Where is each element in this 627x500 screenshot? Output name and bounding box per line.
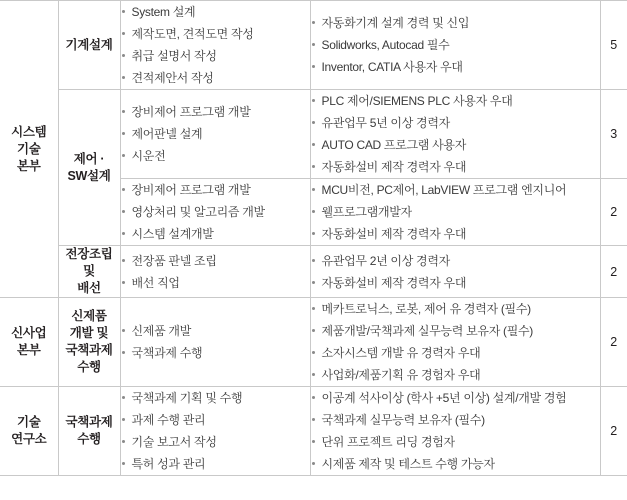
task-cell xyxy=(120,1,310,90)
department-line: 본부 xyxy=(16,343,41,357)
task-cell xyxy=(120,246,310,298)
team-cell xyxy=(58,387,120,476)
list-item: 장비제어 프로그램 개발 xyxy=(121,101,310,123)
department-cell xyxy=(0,298,58,387)
task-list xyxy=(121,320,310,364)
qualification-list xyxy=(311,250,600,294)
team-line: 신제품 xyxy=(71,309,107,323)
list-item: 유관업무 2년 이상 경력자 xyxy=(311,250,600,272)
task-cell xyxy=(120,387,310,476)
list-item: 기술 보고서 작성 xyxy=(121,431,310,453)
department-line: 본부 xyxy=(16,158,41,173)
table-row xyxy=(0,298,627,387)
list-item: System 설계 xyxy=(121,1,310,23)
list-item: 단위 프로젝트 리딩 경험자 xyxy=(311,431,600,453)
headcount-cell: 5 xyxy=(600,1,627,90)
department-cell xyxy=(0,1,58,298)
team-line: 전장조립 xyxy=(65,247,113,261)
department-line: 기술 xyxy=(16,415,41,429)
team-line: 개발 및 xyxy=(69,326,109,340)
task-list xyxy=(121,179,310,245)
list-item: 자동화설비 제작 경력자 우대 xyxy=(311,156,600,178)
department-line: 신사업 xyxy=(11,326,47,340)
list-item: 제품개발/국책과제 실무능력 보유자 (필수) xyxy=(311,320,600,342)
task-list xyxy=(121,101,310,167)
team-line: 수행 xyxy=(77,360,101,374)
list-item: 이공계 석사이상 (학사 +5년 이상) 설계/개발 경험 xyxy=(311,387,600,409)
qualification-list xyxy=(311,12,600,78)
list-item: 자동화설비 제작 경력자 우대 xyxy=(311,223,600,245)
list-item: 자동화기계 설계 경력 및 신입 xyxy=(311,12,600,34)
table-body xyxy=(0,1,627,476)
list-item: 메카트로닉스, 로봇, 제어 유 경력자 (필수) xyxy=(311,298,600,320)
team-line: 국책과제 xyxy=(65,415,113,429)
table-row xyxy=(0,90,627,179)
qualification-cell xyxy=(310,179,600,246)
task-list xyxy=(121,250,310,294)
list-item: 취급 설명서 작성 xyxy=(121,45,310,67)
list-item: 제작도면, 견적도면 작성 xyxy=(121,23,310,45)
qualification-cell xyxy=(310,387,600,476)
list-item: PLC 제어/SIEMENS PLC 사용자 우대 xyxy=(311,90,600,112)
department-line: 기술 xyxy=(16,141,41,156)
qualification-cell xyxy=(310,90,600,179)
list-item: 자동화설비 제작 경력자 우대 xyxy=(311,272,600,294)
list-item: 전장품 판넬 조립 xyxy=(121,250,310,272)
qualification-cell xyxy=(310,1,600,90)
task-list xyxy=(121,1,310,89)
team-line: 국책과제 xyxy=(65,343,113,357)
list-item: 영상처리 및 알고리즘 개발 xyxy=(121,201,310,223)
list-item: 유관업무 5년 이상 경력자 xyxy=(311,112,600,134)
task-cell xyxy=(120,90,310,179)
task-cell xyxy=(120,179,310,246)
team-line: 수행 xyxy=(77,432,101,446)
team-cell xyxy=(58,1,120,90)
qualification-cell xyxy=(310,246,600,298)
qualification-cell xyxy=(310,298,600,387)
team-cell xyxy=(58,90,120,246)
list-item: 신제품 개발 xyxy=(121,320,310,342)
headcount-cell: 2 xyxy=(600,179,627,246)
list-item: 국책과제 실무능력 보유자 (필수) xyxy=(311,409,600,431)
headcount-cell: 2 xyxy=(600,298,627,387)
team-cell xyxy=(58,246,120,298)
list-item: Inventor, CATIA 사용자 우대 xyxy=(311,56,600,78)
qualification-list xyxy=(311,90,600,178)
headcount-cell: 2 xyxy=(600,246,627,298)
qualification-list xyxy=(311,387,600,475)
headcount-cell: 3 xyxy=(600,90,627,179)
list-item: 시스템 설계개발 xyxy=(121,223,310,245)
qualification-list xyxy=(311,298,600,386)
task-list xyxy=(121,387,310,475)
list-item: 사업화/제품기획 유 경험자 우대 xyxy=(311,364,600,386)
department-cell xyxy=(0,387,58,476)
list-item: 웰프로그램개발자 xyxy=(311,201,600,223)
task-cell xyxy=(120,298,310,387)
list-item: AUTO CAD 프로그램 사용자 xyxy=(311,134,600,156)
list-item: 장비제어 프로그램 개발 xyxy=(121,179,310,201)
list-item: 특허 성과 관리 xyxy=(121,453,310,475)
list-item: MCU비전, PC제어, LabVIEW 프로그램 엔지니어 xyxy=(311,179,600,201)
list-item: 시제품 제작 및 테스트 수행 가능자 xyxy=(311,453,600,475)
department-line: 시스템 xyxy=(11,124,47,139)
table-row xyxy=(0,1,627,90)
list-item: 국책과제 기획 및 수행 xyxy=(121,387,310,409)
department-line: 연구소 xyxy=(11,432,47,446)
list-item: 과제 수행 관리 xyxy=(121,409,310,431)
list-item: 제어판넬 설계 xyxy=(121,123,310,145)
list-item: Solidworks, Autocad 필수 xyxy=(311,34,600,56)
team-line: 및 xyxy=(83,264,95,278)
list-item: 국책과제 수행 xyxy=(121,342,310,364)
list-item: 배선 직업 xyxy=(121,272,310,294)
list-item: 소자시스템 개발 유 경력자 우대 xyxy=(311,342,600,364)
list-item: 시운전 xyxy=(121,145,310,167)
team-line: 제어 · xyxy=(73,151,105,166)
team-line: SW설계 xyxy=(67,168,111,183)
table-row xyxy=(0,246,627,298)
headcount-cell: 2 xyxy=(600,387,627,476)
table-row xyxy=(0,387,627,476)
list-item: 견적제안서 작성 xyxy=(121,67,310,89)
qualification-list xyxy=(311,179,600,245)
team-line: 기계설계 xyxy=(65,37,113,52)
team-cell xyxy=(58,298,120,387)
team-line: 배선 xyxy=(77,281,101,295)
